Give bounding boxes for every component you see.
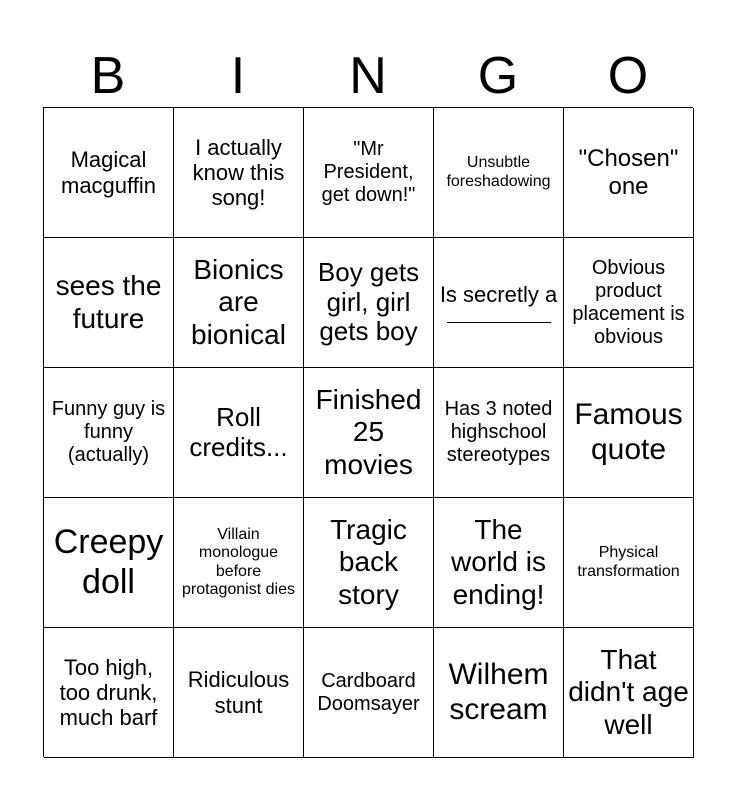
cell-text: Cardboard Doomsayer [317,669,420,715]
bingo-cell[interactable] [434,628,564,758]
bingo-cell[interactable] [564,498,694,628]
cell-text: "Mr President, get down!" [321,138,416,206]
bingo-cell[interactable] [44,368,174,498]
cell-text: Wilhem scream [448,658,549,726]
cell-text: Creepy doll [53,523,164,601]
bingo-cell[interactable] [174,628,304,758]
bingo-cell[interactable] [304,238,434,368]
cell-text: Magical macguffin [61,147,156,198]
cell-text: Ridiculous stunt [187,667,290,718]
cell-text: Has 3 noted highschool stereotypes [444,398,553,466]
bingo-cell[interactable] [434,238,564,368]
bingo-grid [43,107,693,757]
cell-text: Boy gets girl, girl gets boy [317,256,420,347]
bingo-cell[interactable] [304,108,434,238]
bingo-cell[interactable] [174,238,304,368]
cell-text: Villain monologue before protagonist dies [182,525,295,598]
bingo-cell[interactable] [44,108,174,238]
bingo-cell[interactable] [174,498,304,628]
header-letter-g: G [477,47,519,105]
bingo-cell[interactable] [174,368,304,498]
cell-text: Bionics are bionical [191,254,286,350]
bingo-cell[interactable] [44,628,174,758]
header-letter-i: I [230,47,246,105]
bingo-cell[interactable] [564,108,694,238]
fill-in-blank-line [447,321,551,323]
cell-text: Unsubtle foreshadowing [446,154,551,190]
bingo-cell[interactable] [564,238,694,368]
cell-text: sees the future [55,270,162,334]
bingo-cell[interactable] [434,108,564,238]
bingo-cell[interactable] [44,498,174,628]
cell-text: The world is ending! [451,514,546,610]
bingo-cell[interactable] [174,108,304,238]
cell-text: Famous quote [574,398,683,466]
cell-text: Roll credits... [189,401,288,462]
header-letter-n: N [349,47,387,105]
cell-text: Tragic back story [330,514,407,610]
bingo-cell[interactable] [564,368,694,498]
cell-text: Physical transformation [577,544,680,580]
bingo-cell[interactable] [434,498,564,628]
header-letter-o: O [607,47,649,105]
cell-text: Too high, too drunk, much barf [59,654,158,731]
cell-text: Is secretly a [439,281,558,307]
bingo-cell[interactable] [304,628,434,758]
cell-text: Finished 25 movies [315,384,422,480]
bingo-cell[interactable] [434,368,564,498]
header-letter-b: B [90,47,126,105]
bingo-cell[interactable] [564,628,694,758]
cell-text: "Chosen" one [578,144,679,200]
cell-text: Funny guy is funny (actually) [51,398,166,466]
cell-text: I actually know this song! [192,134,285,211]
bingo-header [43,44,693,108]
cell-text: Obvious product placement is obvious [572,256,685,348]
bingo-cell[interactable] [304,498,434,628]
bingo-cell[interactable] [304,368,434,498]
bingo-cell[interactable] [44,238,174,368]
cell-text: That didn't age well [568,644,689,740]
